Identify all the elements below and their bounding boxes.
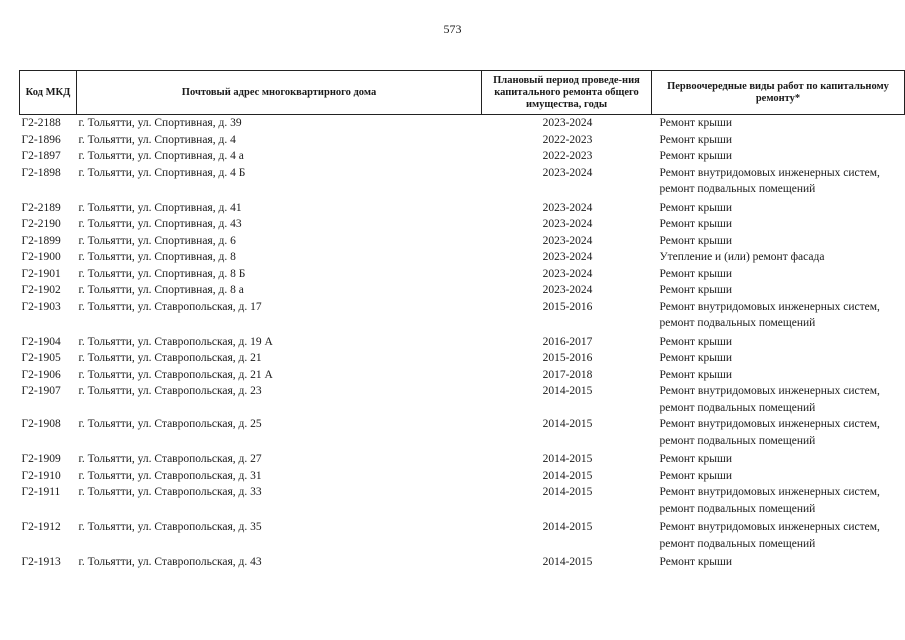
cell-code: Г2-1897: [21, 150, 61, 162]
cell-code: Г2-1904: [21, 335, 61, 348]
cell-address: г. Тольятти, ул. Ставропольская, д. 35: [78, 521, 262, 533]
cell-period: 2022-2023: [542, 150, 593, 162]
table-row: [20, 132, 905, 149]
table-row: [20, 383, 905, 416]
cell-works: Ремонт крыши: [659, 218, 733, 230]
table-row: [20, 299, 905, 334]
cell-period: 2014-2015: [542, 469, 593, 482]
cell-code: Г2-1912: [21, 521, 61, 533]
cell-works: Ремонт крыши: [659, 133, 733, 146]
cell-works: Утепление и (или) ремонт фасада: [659, 251, 825, 263]
cell-period: 2023-2024: [542, 251, 593, 263]
cell-code: Г2-2190: [21, 218, 61, 230]
table-row: [20, 148, 905, 165]
cell-code: Г2-1903: [21, 300, 61, 313]
cell-address: г. Тольятти, ул. Спортивная, д. 8 Б: [78, 267, 246, 280]
cell-period: 2023-2024: [542, 267, 593, 280]
cell-address: г. Тольятти, ул. Спортивная, д. 39: [78, 117, 242, 129]
cell-period: 2014-2015: [542, 453, 593, 465]
cell-works: Ремонт внутридомовых инженерных систем, ремонт подвальных помещений: [659, 521, 880, 550]
cell-period: 2022-2023: [542, 133, 593, 146]
cell-address: г. Тольятти, ул. Ставропольская, д. 19 А: [78, 335, 273, 348]
cell-period: 2015-2016: [542, 352, 593, 364]
cell-period: 2023-2024: [542, 117, 593, 129]
header-address: Почтовый адрес многоквартирного дома: [77, 71, 482, 115]
table-row: [20, 554, 905, 571]
cell-period: 2017-2018: [542, 368, 593, 381]
cell-period: 2023-2024: [542, 218, 593, 230]
cell-works: Ремонт крыши: [659, 267, 733, 280]
table-row: [20, 200, 905, 217]
cell-period: 2014-2015: [542, 556, 593, 568]
header-code: Код МКД: [20, 71, 77, 115]
table-row: [20, 468, 905, 485]
cell-address: г. Тольятти, ул. Ставропольская, д. 31: [78, 469, 262, 482]
cell-code: Г2-1902: [21, 284, 61, 296]
cell-works: Ремонт внутридомовых инженерных систем, ремонт подвальных помещений: [659, 300, 880, 329]
cell-works: Ремонт внутридомовых инженерных систем, ремонт подвальных помещений: [659, 418, 880, 447]
cell-code: Г2-1913: [21, 556, 61, 568]
table-row: [20, 216, 905, 233]
cell-works: Ремонт внутридомовых инженерных систем, ремонт подвальных помещений: [659, 385, 880, 414]
table-row: [20, 519, 905, 554]
cell-code: Г2-1910: [21, 469, 61, 482]
table-row: [20, 484, 905, 519]
cell-works: Ремонт внутридомовых инженерных систем, ремонт подвальных помещений: [659, 166, 880, 195]
table-row: [20, 266, 905, 283]
cell-works: Ремонт внутридомовых инженерных систем, ремонт подвальных помещений: [659, 486, 880, 515]
table-header: [20, 71, 905, 115]
cell-address: г. Тольятти, ул. Спортивная, д. 4: [78, 133, 236, 146]
cell-works: Ремонт крыши: [659, 201, 733, 214]
table-row: [20, 165, 905, 200]
header-period: Плановый период проведе-ния капитального ремонта общего имущества, годы: [482, 71, 652, 115]
cell-code: Г2-2188: [21, 117, 61, 129]
table-row: [20, 416, 905, 451]
cell-address: г. Тольятти, ул. Ставропольская, д. 23: [78, 385, 262, 397]
cell-code: Г2-1909: [21, 453, 61, 465]
cell-period: 2014-2015: [542, 385, 593, 397]
cell-address: г. Тольятти, ул. Спортивная, д. 41: [78, 201, 242, 214]
cell-address: г. Тольятти, ул. Спортивная, д. 4 а: [78, 150, 244, 162]
cell-code: Г2-1901: [21, 267, 61, 280]
cell-code: Г2-1898: [21, 166, 61, 179]
cell-code: Г2-1908: [21, 418, 61, 430]
cell-code: Г2-1911: [21, 486, 61, 498]
table-row: [20, 451, 905, 468]
cell-period: 2014-2015: [542, 521, 593, 533]
cell-period: 2023-2024: [542, 201, 593, 214]
cell-period: 2023-2024: [542, 166, 593, 179]
table-row: [20, 115, 905, 132]
table-body: [20, 115, 905, 571]
cell-period: 2016-2017: [542, 335, 593, 348]
cell-address: г. Тольятти, ул. Спортивная, д. 8 а: [78, 284, 244, 296]
cell-works: Ремонт крыши: [659, 453, 733, 465]
header-row: [20, 71, 905, 115]
cell-works: Ремонт крыши: [659, 335, 733, 348]
cell-code: Г2-1899: [21, 234, 61, 247]
cell-period: 2023-2024: [542, 284, 593, 296]
cell-address: г. Тольятти, ул. Ставропольская, д. 33: [78, 486, 262, 498]
table-row: [20, 350, 905, 367]
cell-works: Ремонт крыши: [659, 556, 733, 568]
table-row: [20, 334, 905, 351]
cell-period: 2015-2016: [542, 300, 593, 313]
cell-period: 2014-2015: [542, 486, 593, 498]
table-row: [20, 249, 905, 266]
table-row: [20, 367, 905, 384]
cell-address: г. Тольятти, ул. Спортивная, д. 6: [78, 234, 236, 247]
capital-repair-table: [19, 70, 905, 571]
cell-code: Г2-1905: [21, 352, 61, 364]
cell-address: г. Тольятти, ул. Ставропольская, д. 27: [78, 453, 262, 465]
cell-period: 2023-2024: [542, 234, 593, 247]
cell-address: г. Тольятти, ул. Ставропольская, д. 17: [78, 300, 262, 313]
cell-address: г. Тольятти, ул. Спортивная, д. 43: [78, 218, 242, 230]
cell-address: г. Тольятти, ул. Спортивная, д. 8: [78, 251, 236, 263]
table-row: [20, 233, 905, 250]
table-row: [20, 282, 905, 299]
page-number: 573: [443, 22, 462, 36]
cell-code: Г2-1907: [21, 385, 61, 397]
header-works: Первоочередные виды работ по капитальному ремонту*: [652, 71, 905, 115]
cell-period: 2014-2015: [542, 418, 593, 430]
cell-code: Г2-1906: [21, 368, 61, 381]
cell-works: Ремонт крыши: [659, 352, 733, 364]
cell-works: Ремонт крыши: [659, 234, 733, 247]
cell-works: Ремонт крыши: [659, 469, 733, 482]
cell-works: Ремонт крыши: [659, 150, 733, 162]
cell-works: Ремонт крыши: [659, 368, 733, 381]
cell-address: г. Тольятти, ул. Ставропольская, д. 25: [78, 418, 262, 430]
cell-code: Г2-1900: [21, 251, 61, 263]
cell-address: г. Тольятти, ул. Ставропольская, д. 21 А: [78, 368, 273, 381]
cell-address: г. Тольятти, ул. Ставропольская, д. 43: [78, 556, 262, 568]
cell-address: г. Тольятти, ул. Спортивная, д. 4 Б: [78, 166, 246, 179]
cell-works: Ремонт крыши: [659, 284, 733, 296]
cell-address: г. Тольятти, ул. Ставропольская, д. 21: [78, 352, 262, 364]
cell-works: Ремонт крыши: [659, 117, 733, 129]
cell-code: Г2-1896: [21, 133, 61, 146]
cell-code: Г2-2189: [21, 201, 61, 214]
